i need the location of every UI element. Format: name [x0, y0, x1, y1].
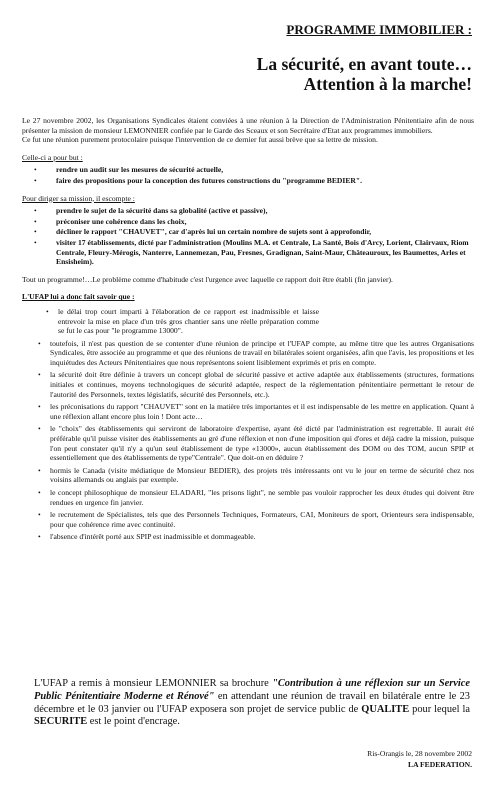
ufap-label-colon: :	[130, 292, 135, 302]
closing-paragraph	[34, 678, 470, 729]
signoff	[367, 748, 472, 770]
list-item: • le "choix" des établissements qui serviront de laboratoire d'expertise, ayant été dicté par l'administration est regrettable. Il aurait été préférable qu'il puisse visiter des établissements au gré d'une réflexion et non d'une imposition qui d'ores et déjà cadre la mission, puisque l'on peut constater qu'il n'y a qu'un seul établissement de type «13000», aucun établissement des DOM ou des TOM, aucun SPIP et essentiellement que des établissements de type"Centrale". Que doit-on en déduire ?	[50, 424, 474, 462]
ufap-points-list	[22, 307, 474, 542]
list-item: • visiter 17 établissements, dicté par l'administration (Moulins M.A. et Centrale, La Santé, Bois d'Arcy, Lorient, Clairvaux, Riom Centrale, Fleury-Mérogis, Nanterre, Lannemezan, Pau, Fresnes, Gradignan, Saint-Maur, Châteauroux, les Baumettes, Arles et Ensisheim).	[56, 238, 474, 267]
signoff-organization: LA FEDERATION.	[408, 760, 472, 769]
list-item: • rendre un audit sur les mesures de sécurité actuelle,	[56, 165, 474, 175]
list-item: • toutefois, il n'est pas question de se contenter d'une réunion de principe et l'UFAP compte, au même titre que les autres Organisations Syndicales, être associée au programme et que des réunions de travail en bilatérales soient organisées, afin que l'avis, les propositions et les inquiétudes des Acteurs Pénitentiaires que nous représentons soient lisiblement exprimés et pris en compte.	[50, 339, 474, 368]
closing-text-4: est le point d'encrage.	[87, 716, 180, 728]
qualite-word: QUALITE	[361, 703, 410, 715]
intro-note: Ce fut une réunion purement protocolaire puisque l'intervention de ce dernier fut aussi brève que sa lettre de mission.	[22, 135, 378, 145]
list-item: • décliner le rapport "CHAUVET", car d'après lui un certain nombre de sujets sont à approfondir,	[56, 227, 474, 237]
list-item: • préconiser une cohérence dans les choix,	[56, 217, 474, 227]
headline	[257, 54, 472, 94]
mission-label-colon: :	[130, 193, 135, 203]
mission-label	[22, 194, 474, 204]
closing-text-2: en attendant une réunion de travail en bilatérale entre le 23 décembre et le 03 janvier ou l'UFAP exposera son projet de service public de	[34, 690, 470, 715]
document-body	[22, 116, 474, 545]
list-item: • le concept philosophique de monsieur ELADARI, "les prisons light", ne semble pas vouloir rapprocher les deux études qui doivent être rendues en urgence fin janvier.	[50, 488, 474, 507]
intro-paragraph: Le 27 novembre 2002, les Organisations Syndicales étaient conviées à une réunion à la Direction de l'Administration Pénitentiaire afin de nous présenter la mission de monsieur LEMONNIER confiée par le Garde des Sceaux et son Secrétaire d'Etat aux programmes immobiliers.	[22, 116, 474, 135]
brochure-title: "Contribution à une réflexion sur un Service Public Pénitentiaire Moderne et Rénové"	[34, 678, 470, 702]
mission-list	[22, 206, 474, 267]
closing-text-3: pour lequel la	[409, 703, 470, 715]
list-item: • faire des propositions pour la conception des futures constructions du "programme BEDIER".	[56, 176, 474, 186]
headline-line-1: La sécurité, en avant toute…	[256, 54, 472, 74]
list-item: • le recrutement de Spécialistes, tels que des Personnels Techniques, Formateurs, CAI, Moniteurs de sport, Orienteurs sera indispensable, pour que cohérence rime avec continuité.	[50, 510, 474, 529]
list-item: • l'absence d'intérêt porté aux SPIP est inadmissible et dommageable.	[50, 532, 474, 542]
list-item: • le délai trop court imparti à l'élaboration de ce rapport est inadmissible et laisse entrevoir la mise en place d'un très gros chantier sans une réelle préparation comme se fut le cas pour "le programme 13000".	[50, 307, 474, 336]
goal-label-text: Celle-ci a pour but	[22, 152, 79, 162]
list-item: • les préconisations du rapport "CHAUVET" sont en la matière très importantes et il est indispensable de les mettre en application. Quant à une réflexion allant encore plus loin ! Dont acte…	[50, 402, 474, 421]
page-title: PROGRAMME IMMOBILIER :	[286, 22, 472, 37]
list-item: • prendre le sujet de la sécurité dans sa globalité (active et passive),	[56, 206, 474, 216]
goal-label-colon: :	[78, 152, 83, 162]
goal-list	[22, 165, 474, 185]
closing-text-1: L'UFAP a remis à monsieur LEMONNIER sa brochure	[34, 678, 273, 689]
list-item: • hormis le Canada (visite médiatique de Monsieur BEDIER), des projets très intéressants ont vu le jour en terme de sécurité chez nos voisins allemands ou anglais par exemple.	[50, 466, 474, 485]
list-item: • la sécurité doit être définie à travers un concept global de sécurité passive et active adaptée aux établissements (structures, formations initiales et continues, moyens technologiques de sécurité adaptée, respect de la réglementation pénitentiaire permettant le retour de l'autorité des Personnels, textes législatifs, sécurité des Personnels, etc.).	[50, 370, 474, 399]
ufap-label	[22, 292, 474, 302]
headline-line-2: Attention à la marche!	[303, 74, 472, 94]
ufap-label-text: L'UFAP lui a donc fait savoir que	[22, 292, 131, 302]
securite-word: SECURITE	[34, 716, 88, 728]
mission-label-text: Pour diriger sa mission, il escompte	[22, 193, 131, 203]
goal-label	[22, 153, 474, 163]
conclusion-paragraph: Tout un programme!…Le problème comme d'habitude c'est l'urgence avec laquelle ce rapport doit être établi (fin janvier).	[22, 274, 393, 284]
signoff-place-date: Ris-Orangis le, 28 novembre 2002	[367, 749, 472, 758]
